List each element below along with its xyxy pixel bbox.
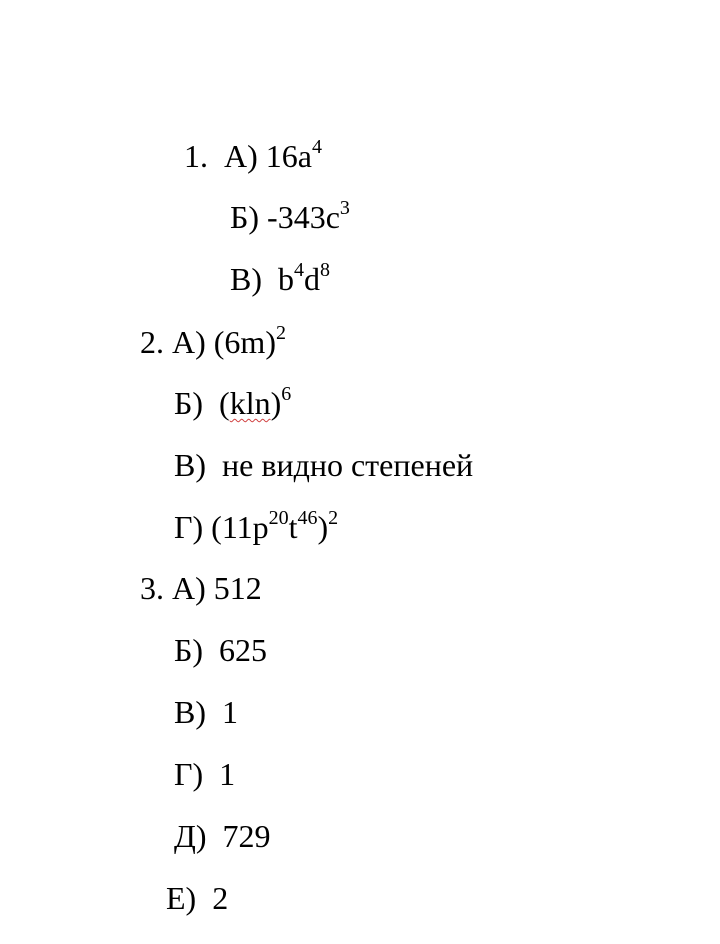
- q3-b-label: Б): [174, 632, 204, 668]
- q2-d-part-1: (11p: [211, 509, 269, 545]
- q1-number: 1.: [184, 138, 208, 174]
- q1-a-base: 16a: [265, 138, 312, 174]
- q2-d-part-3: ): [317, 509, 329, 545]
- q3-c-label: В): [174, 694, 206, 730]
- q3-number: 3.: [140, 570, 164, 606]
- q2-a-exponent: 2: [275, 322, 286, 344]
- q3-f-value: 2: [212, 880, 229, 916]
- q3-e-label: Д): [174, 818, 207, 854]
- q3-c-value: 1: [222, 694, 238, 730]
- q1-b-exponent: 3: [339, 197, 350, 219]
- q3-f-label: Е): [166, 880, 197, 916]
- q2-c-text: не видно степеней: [222, 447, 474, 483]
- q3-e-value: 729: [222, 818, 271, 854]
- q1-c-label: В): [230, 261, 262, 297]
- q1-c-base-2: d: [304, 261, 320, 297]
- q2-number: 2.: [140, 324, 164, 360]
- q1-b-base: -343c: [267, 199, 340, 235]
- q1-a-exponent: 4: [311, 136, 322, 158]
- q2-b-close-paren: ): [270, 385, 282, 421]
- q3-d-value: 1: [219, 756, 236, 792]
- q3-a-label: А): [172, 570, 206, 606]
- q2-d-exponent-1: 20: [268, 507, 289, 529]
- q1-c-exponent-2: 8: [320, 259, 330, 281]
- q2-d-part-2: t: [288, 509, 298, 545]
- q2-b-open-paren: (: [219, 385, 230, 421]
- q1-c-base-1: b: [278, 261, 294, 297]
- q1-b-label: Б): [230, 199, 260, 235]
- q2-d-exponent-3: 2: [328, 507, 339, 529]
- q2-c-label: В): [174, 447, 206, 483]
- q2-d-label: Г): [174, 509, 204, 545]
- q3-a-value: 512: [213, 570, 262, 606]
- q2-d-exponent-2: 46: [297, 507, 318, 529]
- q3-b-value: 625: [219, 632, 268, 668]
- q2-b-spellcheck-word: kln: [229, 385, 271, 421]
- q3-d-label: Г): [174, 756, 204, 792]
- q1-a-label: А): [224, 138, 258, 174]
- q2-b-exponent: 6: [281, 383, 292, 405]
- q2-b-label: Б): [174, 385, 204, 421]
- q2-a-label: А): [172, 324, 206, 360]
- q3-answer-f: [150, 838, 228, 918]
- q2-a-base: (6m): [213, 324, 276, 360]
- q1-c-exponent-1: 4: [294, 259, 304, 281]
